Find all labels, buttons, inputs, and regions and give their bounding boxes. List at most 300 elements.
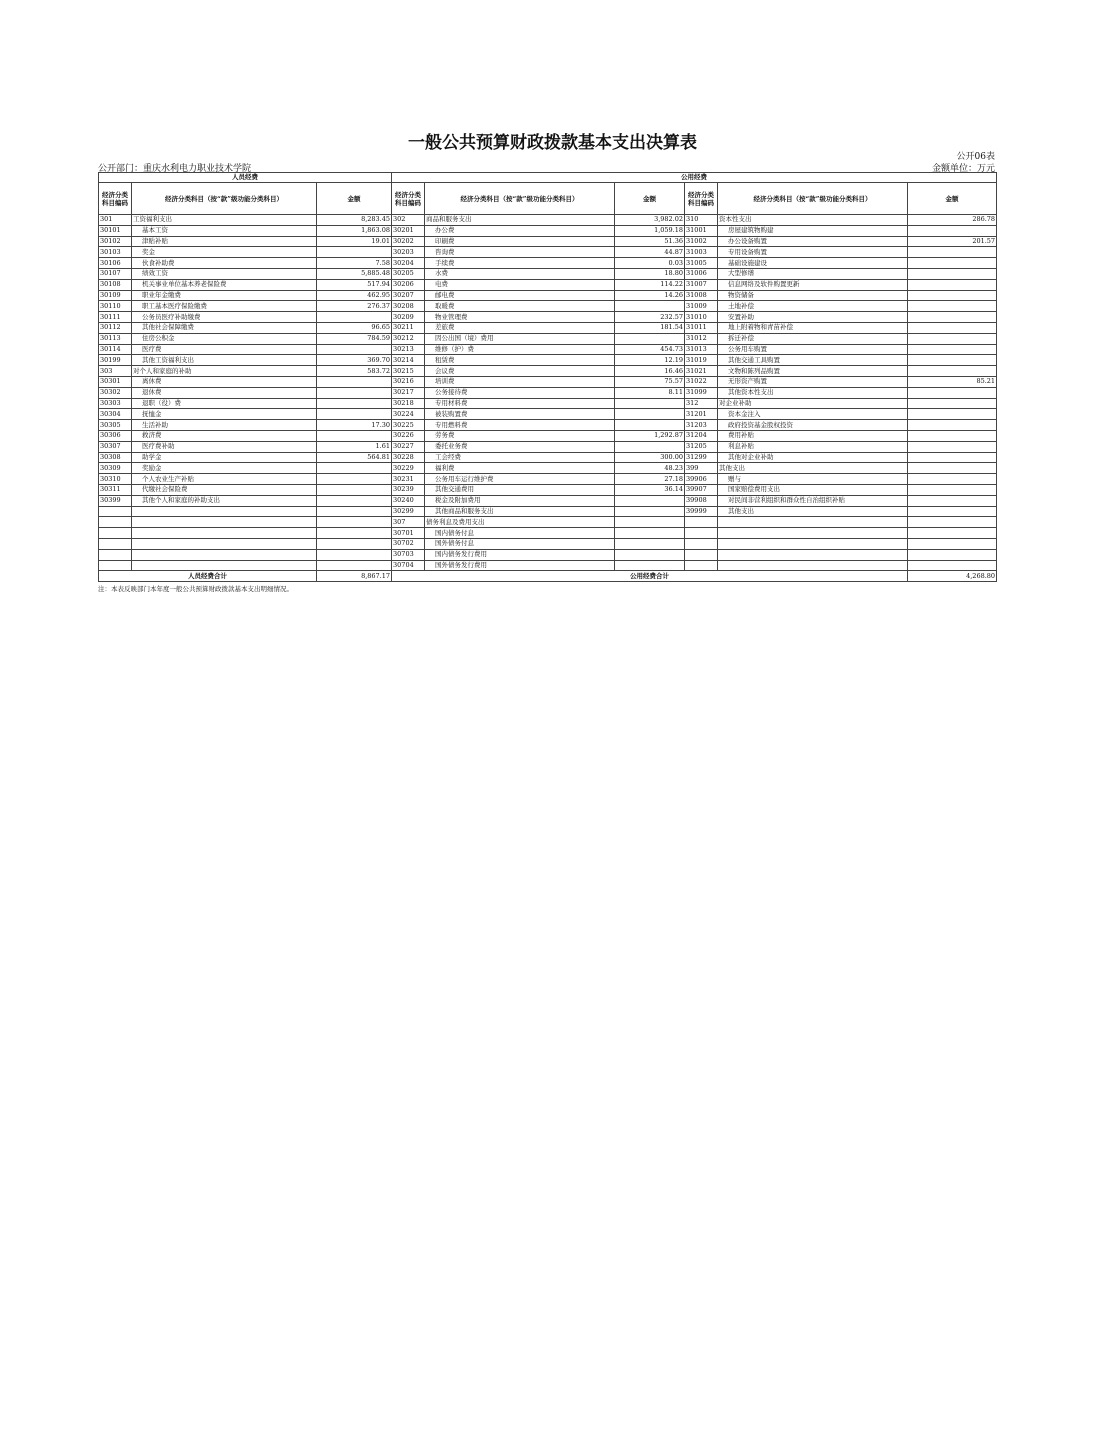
item-amount: 18.80 [615, 268, 685, 279]
item-amount [908, 387, 997, 398]
item-amount [317, 344, 392, 355]
name-header: 经济分类科目（按“款”级功能分类科目） [425, 183, 615, 215]
item-name: 文物和陈列品购置 [718, 366, 908, 377]
item-amount [908, 322, 997, 333]
item-name: 专用设备购置 [718, 247, 908, 258]
item-name [132, 538, 317, 549]
table-row [99, 387, 997, 398]
item-code: 30208 [392, 301, 425, 312]
item-code: 30227 [392, 441, 425, 452]
item-code: 30213 [392, 344, 425, 355]
item-amount [317, 517, 392, 528]
item-code: 30309 [99, 463, 132, 474]
item-code [99, 560, 132, 571]
item-name: 办公费 [425, 225, 615, 236]
item-code: 30302 [99, 387, 132, 398]
item-name: 委托业务费 [425, 441, 615, 452]
item-name: 物业管理费 [425, 312, 615, 323]
item-amount [615, 420, 685, 431]
table-row [99, 484, 997, 495]
item-name: 办公设备购置 [718, 236, 908, 247]
item-code: 31010 [685, 312, 718, 323]
item-code: 30216 [392, 376, 425, 387]
item-amount [615, 398, 685, 409]
item-name: 无形资产购置 [718, 376, 908, 387]
item-amount [317, 474, 392, 485]
item-name: 住房公积金 [132, 333, 317, 344]
table-row [99, 495, 997, 506]
table-row [99, 247, 997, 258]
item-amount [908, 528, 997, 539]
code-header: 经济分类科目编码 [685, 183, 718, 215]
item-amount [317, 387, 392, 398]
item-code: 30311 [99, 484, 132, 495]
item-amount [908, 538, 997, 549]
item-amount [317, 463, 392, 474]
table-row [99, 463, 997, 474]
item-name: 其他交通工具购置 [718, 355, 908, 366]
item-code: 31022 [685, 376, 718, 387]
item-amount [908, 247, 997, 258]
item-code: 399 [685, 463, 718, 474]
item-code: 30114 [99, 344, 132, 355]
item-name: 职工基本医疗保险缴费 [132, 301, 317, 312]
item-code: 30217 [392, 387, 425, 398]
item-amount: 7.58 [317, 258, 392, 269]
item-name: 专用燃料费 [425, 420, 615, 431]
table-row [99, 409, 997, 420]
item-amount [908, 344, 997, 355]
totals-row [99, 571, 997, 582]
form-number: 公开06表 [956, 152, 995, 162]
item-code: 30308 [99, 452, 132, 463]
item-code: 30299 [392, 506, 425, 517]
item-code [99, 528, 132, 539]
item-amount [317, 398, 392, 409]
item-amount [908, 398, 997, 409]
personnel-section-header: 人员经费 [99, 173, 392, 183]
item-code: 39907 [685, 484, 718, 495]
item-amount [615, 549, 685, 560]
item-code: 30214 [392, 355, 425, 366]
item-code: 30224 [392, 409, 425, 420]
item-code: 31203 [685, 420, 718, 431]
item-name: 租赁费 [425, 355, 615, 366]
item-name [718, 549, 908, 560]
item-code: 30205 [392, 268, 425, 279]
table-row [99, 452, 997, 463]
item-name: 赠与 [718, 474, 908, 485]
item-name: 国外债务发行费用 [425, 560, 615, 571]
item-name: 会议费 [425, 366, 615, 377]
item-code: 31006 [685, 268, 718, 279]
item-amount [908, 452, 997, 463]
item-code: 30215 [392, 366, 425, 377]
item-code: 31021 [685, 366, 718, 377]
table-row [99, 355, 997, 366]
item-name: 印刷费 [425, 236, 615, 247]
item-amount: 114.22 [615, 279, 685, 290]
item-name: 税金及附加费用 [425, 495, 615, 506]
table-row [99, 236, 997, 247]
amount-unit-label: 金额单位：万元 [931, 164, 995, 174]
item-amount [908, 301, 997, 312]
item-name: 退休费 [132, 387, 317, 398]
item-code: 30107 [99, 268, 132, 279]
item-name: 因公出国（境）费用 [425, 333, 615, 344]
item-amount [908, 258, 997, 269]
item-code: 30303 [99, 398, 132, 409]
item-amount [908, 463, 997, 474]
item-code: 39906 [685, 474, 718, 485]
item-code: 31007 [685, 279, 718, 290]
item-amount [317, 409, 392, 420]
section-header-row [99, 173, 997, 183]
item-code: 30211 [392, 322, 425, 333]
table-row [99, 215, 997, 226]
public-total-amount: 4,268.80 [908, 571, 997, 582]
item-name: 公务用车运行维护费 [425, 474, 615, 485]
item-name: 工资福利支出 [132, 215, 317, 226]
item-amount [615, 441, 685, 452]
item-amount [908, 312, 997, 323]
item-amount: 583.72 [317, 366, 392, 377]
item-amount [908, 495, 997, 506]
item-code: 30310 [99, 474, 132, 485]
item-amount [908, 474, 997, 485]
item-name: 利息补贴 [718, 441, 908, 452]
table-row [99, 528, 997, 539]
item-code: 39908 [685, 495, 718, 506]
item-name: 政府投资基金股权投资 [718, 420, 908, 431]
item-code: 30701 [392, 528, 425, 539]
item-name: 对民间非营利组织和群众性自治组织补贴 [718, 495, 908, 506]
item-code: 310 [685, 215, 718, 226]
item-name: 费用补贴 [718, 430, 908, 441]
item-amount [615, 528, 685, 539]
item-code: 30106 [99, 258, 132, 269]
item-name: 国外债务付息 [425, 538, 615, 549]
item-amount [908, 366, 997, 377]
item-amount: 36.14 [615, 484, 685, 495]
item-code: 302 [392, 215, 425, 226]
item-name: 维修（护）费 [425, 344, 615, 355]
name-header: 经济分类科目（按“款”级功能分类科目） [132, 183, 317, 215]
item-code: 30111 [99, 312, 132, 323]
item-code [685, 549, 718, 560]
item-amount: 3,982.02 [615, 215, 685, 226]
item-amount [908, 560, 997, 571]
item-amount: 96.65 [317, 322, 392, 333]
item-name: 大型修缮 [718, 268, 908, 279]
item-amount: 300.00 [615, 452, 685, 463]
item-name: 工会经费 [425, 452, 615, 463]
item-amount [615, 538, 685, 549]
item-code: 30102 [99, 236, 132, 247]
item-name: 代缴社会保险费 [132, 484, 317, 495]
item-name: 生活补助 [132, 420, 317, 431]
item-name [132, 560, 317, 571]
item-name: 其他对企业补助 [718, 452, 908, 463]
item-amount: 44.87 [615, 247, 685, 258]
item-name: 抚恤金 [132, 409, 317, 420]
item-name: 助学金 [132, 452, 317, 463]
table-row [99, 560, 997, 571]
item-code: 30203 [392, 247, 425, 258]
code-header: 经济分类科目编码 [392, 183, 425, 215]
item-code: 31008 [685, 290, 718, 301]
item-amount: 14.26 [615, 290, 685, 301]
item-amount [317, 484, 392, 495]
item-amount: 564.81 [317, 452, 392, 463]
item-amount: 784.59 [317, 333, 392, 344]
item-amount [908, 279, 997, 290]
item-code: 31011 [685, 322, 718, 333]
item-name: 公务员医疗补助缴费 [132, 312, 317, 323]
item-code: 30202 [392, 236, 425, 247]
item-amount: 232.57 [615, 312, 685, 323]
expenditure-table [98, 172, 997, 582]
item-name: 资本金注入 [718, 409, 908, 420]
item-amount [317, 528, 392, 539]
item-amount: 19.01 [317, 236, 392, 247]
item-code: 30306 [99, 430, 132, 441]
item-name: 基础设施建设 [718, 258, 908, 269]
item-code: 30204 [392, 258, 425, 269]
item-code: 30226 [392, 430, 425, 441]
item-name [132, 517, 317, 528]
item-name: 安置补助 [718, 312, 908, 323]
item-amount [615, 517, 685, 528]
item-amount [908, 441, 997, 452]
item-amount: 12.19 [615, 355, 685, 366]
item-code [99, 538, 132, 549]
item-amount [615, 409, 685, 420]
item-name: 水费 [425, 268, 615, 279]
item-code: 31019 [685, 355, 718, 366]
item-amount [317, 495, 392, 506]
item-name: 商品和服务支出 [425, 215, 615, 226]
item-code: 31099 [685, 387, 718, 398]
item-amount [317, 376, 392, 387]
footnote: 注：本表反映部门本年度一般公共预算财政拨款基本支出明细情况。 [98, 585, 293, 593]
item-name: 医疗费补助 [132, 441, 317, 452]
item-amount [317, 549, 392, 560]
item-amount: 286.78 [908, 215, 997, 226]
item-code: 30240 [392, 495, 425, 506]
item-name: 福利费 [425, 463, 615, 474]
item-name [718, 560, 908, 571]
item-code: 30301 [99, 376, 132, 387]
item-code [99, 506, 132, 517]
item-name [132, 549, 317, 560]
item-name [718, 528, 908, 539]
item-code: 30108 [99, 279, 132, 290]
item-amount: 8.11 [615, 387, 685, 398]
item-name: 其他支出 [718, 463, 908, 474]
item-name: 信息网络及软件购置更新 [718, 279, 908, 290]
item-name: 对企业补助 [718, 398, 908, 409]
item-name: 被装购置费 [425, 409, 615, 420]
item-code: 30307 [99, 441, 132, 452]
item-code: 30206 [392, 279, 425, 290]
item-name: 培训费 [425, 376, 615, 387]
item-code: 30229 [392, 463, 425, 474]
table-row [99, 398, 997, 409]
table-row [99, 301, 997, 312]
item-code: 30110 [99, 301, 132, 312]
item-amount: 369.70 [317, 355, 392, 366]
table-row [99, 506, 997, 517]
item-code: 30112 [99, 322, 132, 333]
personnel-total-label: 人员经费合计 [99, 571, 317, 582]
item-code [685, 560, 718, 571]
item-name [132, 528, 317, 539]
item-amount: 276.37 [317, 301, 392, 312]
item-amount [908, 290, 997, 301]
item-code: 30207 [392, 290, 425, 301]
item-name: 职业年金缴费 [132, 290, 317, 301]
item-code: 30305 [99, 420, 132, 431]
item-amount: 1.61 [317, 441, 392, 452]
item-name: 救济费 [132, 430, 317, 441]
item-name: 土地补偿 [718, 301, 908, 312]
item-code: 30225 [392, 420, 425, 431]
item-amount [317, 312, 392, 323]
table-row [99, 279, 997, 290]
item-code: 31013 [685, 344, 718, 355]
table-row [99, 322, 997, 333]
item-amount [615, 333, 685, 344]
item-code: 31002 [685, 236, 718, 247]
item-amount [317, 560, 392, 571]
item-name: 物资储备 [718, 290, 908, 301]
item-amount: 5,885.48 [317, 268, 392, 279]
item-code: 30201 [392, 225, 425, 236]
item-amount [317, 538, 392, 549]
item-amount [908, 355, 997, 366]
item-name: 奖金 [132, 247, 317, 258]
table-row [99, 517, 997, 528]
item-code: 301 [99, 215, 132, 226]
item-code: 312 [685, 398, 718, 409]
item-name: 个人农业生产补贴 [132, 474, 317, 485]
table-row [99, 538, 997, 549]
item-amount [317, 247, 392, 258]
item-amount: 75.57 [615, 376, 685, 387]
item-code: 31005 [685, 258, 718, 269]
item-code [685, 528, 718, 539]
item-amount [908, 517, 997, 528]
item-name: 奖励金 [132, 463, 317, 474]
item-amount [615, 506, 685, 517]
item-amount: 201.57 [908, 236, 997, 247]
item-amount [908, 268, 997, 279]
item-code: 303 [99, 366, 132, 377]
column-header-row [99, 183, 997, 215]
item-name: 其他交通费用 [425, 484, 615, 495]
item-amount: 1,292.87 [615, 430, 685, 441]
item-name: 国内债务发行费用 [425, 549, 615, 560]
amount-header: 金额 [908, 183, 997, 215]
name-header: 经济分类科目（按“款”级功能分类科目） [718, 183, 908, 215]
table-row [99, 258, 997, 269]
item-amount [908, 225, 997, 236]
table-row [99, 344, 997, 355]
item-amount [317, 506, 392, 517]
item-code: 30228 [392, 452, 425, 463]
item-amount: 8,283.45 [317, 215, 392, 226]
item-amount: 454.73 [615, 344, 685, 355]
item-code: 31204 [685, 430, 718, 441]
item-code: 31012 [685, 333, 718, 344]
item-amount [908, 409, 997, 420]
item-amount: 17.30 [317, 420, 392, 431]
item-code: 30109 [99, 290, 132, 301]
item-name: 国内债务付息 [425, 528, 615, 539]
department-label: 公开部门：重庆水利电力职业技术学院 [98, 164, 252, 174]
amount-header: 金额 [615, 183, 685, 215]
item-name: 其他商品和服务支出 [425, 506, 615, 517]
item-code: 30113 [99, 333, 132, 344]
item-name: 地上附着物和青苗补偿 [718, 322, 908, 333]
item-code: 30704 [392, 560, 425, 571]
item-code [685, 517, 718, 528]
item-name: 取暖费 [425, 301, 615, 312]
item-name: 差旅费 [425, 322, 615, 333]
table-row [99, 420, 997, 431]
item-name: 咨询费 [425, 247, 615, 258]
item-name: 房屋建筑物购建 [718, 225, 908, 236]
item-amount: 0.03 [615, 258, 685, 269]
item-name: 拆迁补偿 [718, 333, 908, 344]
item-amount [615, 495, 685, 506]
item-name: 基本工资 [132, 225, 317, 236]
item-amount [908, 333, 997, 344]
item-name: 劳务费 [425, 430, 615, 441]
item-name [718, 538, 908, 549]
item-name: 其他工资福利支出 [132, 355, 317, 366]
item-code: 30304 [99, 409, 132, 420]
item-code: 31205 [685, 441, 718, 452]
item-code [99, 549, 132, 560]
table-row [99, 312, 997, 323]
table-body [99, 215, 997, 571]
public-section-header: 公用经费 [392, 173, 997, 183]
item-amount [908, 420, 997, 431]
item-amount: 27.18 [615, 474, 685, 485]
item-amount [908, 549, 997, 560]
item-name: 伙食补助费 [132, 258, 317, 269]
item-code [99, 517, 132, 528]
table-row [99, 268, 997, 279]
item-amount [908, 430, 997, 441]
table-row [99, 430, 997, 441]
item-amount [908, 484, 997, 495]
item-name: 国家赔偿费用支出 [718, 484, 908, 495]
item-code: 30101 [99, 225, 132, 236]
item-code: 30239 [392, 484, 425, 495]
table-row [99, 549, 997, 560]
item-code: 30199 [99, 355, 132, 366]
personnel-total-amount: 8,867.17 [317, 571, 392, 582]
item-amount: 517.94 [317, 279, 392, 290]
item-name: 医疗费 [132, 344, 317, 355]
item-amount: 1,863.08 [317, 225, 392, 236]
item-code [685, 538, 718, 549]
public-total-label: 公用经费合计 [392, 571, 908, 582]
item-amount: 51.36 [615, 236, 685, 247]
